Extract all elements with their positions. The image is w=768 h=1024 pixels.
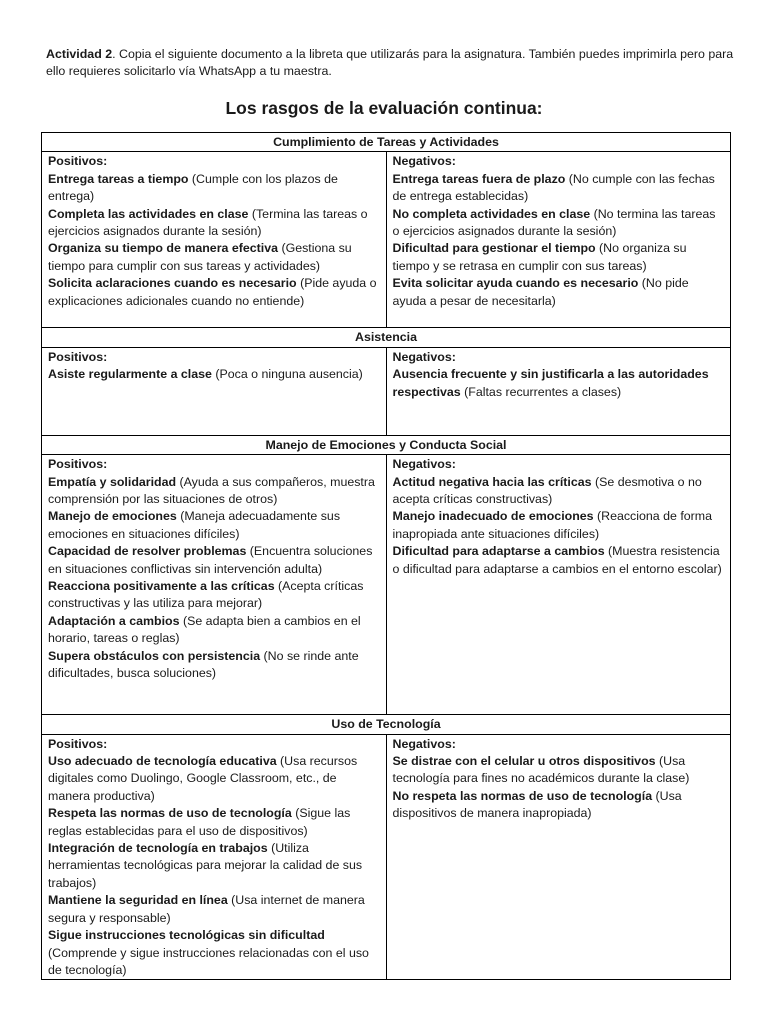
trait-name: Sigue instrucciones tecnológicas sin dificultad bbox=[48, 928, 325, 943]
trait-name: Dificultad para adaptarse a cambios bbox=[392, 544, 605, 559]
positives-label: Positivos: bbox=[48, 457, 108, 472]
trait-name: Manejo de emociones bbox=[48, 509, 177, 524]
trait-description: (Utiliza herramientas tecnológicas para mejorar la calidad de sus trabajos) bbox=[48, 841, 363, 890]
trait-description: (Se adapta bien a cambios en el horario, tareas o reglas) bbox=[48, 613, 361, 646]
positives-label: Positivos: bbox=[48, 154, 108, 169]
trait-name: Ausencia frecuente y sin justificarla a las autoridades respectivas bbox=[392, 367, 709, 399]
positive-trait-item bbox=[48, 171, 380, 206]
trait-name: Entrega tareas fuera de plazo bbox=[392, 171, 566, 186]
section-header-row bbox=[42, 435, 731, 454]
trait-description: (Se desmotiva o no acepta críticas constructivas) bbox=[392, 474, 702, 507]
trait-name: Mantiene la seguridad en línea bbox=[48, 893, 228, 908]
negative-trait-item bbox=[393, 275, 725, 310]
trait-description: (No organiza su tiempo y se retrasa en cumplir con sus tareas) bbox=[392, 241, 687, 273]
trait-name: Organiza su tiempo de manera efectiva bbox=[48, 241, 278, 256]
activity-instructions bbox=[46, 46, 736, 80]
section-header: Cumplimiento de Tareas y Actividades bbox=[42, 133, 731, 152]
traits-table bbox=[41, 132, 731, 980]
trait-name: Dificultad para gestionar el tiempo bbox=[392, 241, 596, 256]
positive-trait-item bbox=[48, 206, 380, 241]
trait-name: Evita solicitar ayuda cuando es necesario bbox=[392, 276, 639, 291]
trait-name: Asiste regularmente a clase bbox=[48, 367, 212, 382]
section-header-row bbox=[42, 328, 731, 347]
positive-trait-item bbox=[48, 805, 380, 840]
traits-table-body bbox=[42, 133, 731, 980]
document-title: Los rasgos de la evaluación continua: bbox=[225, 98, 543, 118]
positive-trait-item bbox=[48, 753, 380, 805]
trait-description: (Gestiona su tiempo para cumplir con sus tareas y actividades) bbox=[48, 241, 352, 273]
trait-description: (Maneja adecuadamente sus emociones en situaciones difíciles) bbox=[48, 509, 341, 541]
trait-description: (Usa recursos digitales como Duolingo, Google Classroom, etc., de manera productiva) bbox=[48, 754, 358, 803]
negative-trait-item bbox=[393, 474, 725, 509]
trait-name: Manejo inadecuado de emociones bbox=[392, 509, 594, 524]
trait-name: Supera obstáculos con persistencia bbox=[48, 648, 261, 663]
section-header: Asistencia bbox=[42, 328, 731, 347]
trait-description: (Encuentra soluciones en situaciones conflictivas sin intervención adulta) bbox=[48, 544, 373, 576]
section-header-row bbox=[42, 715, 731, 734]
negative-trait-item bbox=[393, 543, 725, 578]
negatives-label: Negativos: bbox=[392, 457, 456, 472]
activity-label: Actividad 2 bbox=[46, 47, 113, 61]
negatives-column bbox=[386, 455, 731, 715]
trait-description: (Faltas recurrentes a clases) bbox=[460, 384, 622, 399]
negative-trait-item bbox=[393, 788, 725, 823]
trait-name: Respeta las normas de uso de tecnología bbox=[48, 806, 292, 821]
positive-trait-item bbox=[48, 366, 380, 383]
section-body-row bbox=[42, 347, 731, 435]
trait-name: Solicita aclaraciones cuando es necesario bbox=[48, 276, 297, 291]
trait-description: (Muestra resistencia o dificultad para adaptarse a cambios en el entorno escolar) bbox=[392, 544, 722, 576]
trait-description: (Pide ayuda o explicaciones adicionales cuando no entiende) bbox=[48, 276, 377, 308]
positive-trait-item bbox=[48, 474, 380, 509]
trait-description: (Sigue las reglas establecidas para el uso de dispositivos) bbox=[48, 806, 351, 838]
activity-text: . Copia el siguiente documento a la libreta que utilizarás para la asignatura. También puedes imprimirla pero para ello requieres solicitarlo vía WhatsApp a tu maestra. bbox=[46, 47, 734, 78]
positive-trait-item bbox=[48, 578, 380, 613]
positive-trait-item bbox=[48, 927, 380, 979]
negative-trait-item bbox=[393, 240, 725, 275]
positives-label: Positivos: bbox=[48, 736, 108, 751]
positive-trait-item bbox=[48, 543, 380, 578]
negative-trait-item bbox=[393, 508, 725, 543]
positive-trait-item bbox=[48, 613, 380, 648]
trait-name: Completa las actividades en clase bbox=[48, 206, 249, 221]
trait-name: Se distrae con el celular u otros dispositivos bbox=[392, 754, 656, 769]
trait-description: (Comprende y sigue instrucciones relacionadas con el uso de tecnología) bbox=[48, 945, 369, 977]
positives-label: Positivos: bbox=[48, 349, 108, 364]
positive-trait-item bbox=[48, 275, 380, 310]
positives-column bbox=[42, 455, 387, 715]
negative-trait-item bbox=[393, 753, 725, 788]
section-header-row bbox=[42, 133, 731, 152]
trait-name: No respeta las normas de uso de tecnología bbox=[392, 788, 653, 803]
positive-trait-item bbox=[48, 240, 380, 275]
negatives-label: Negativos: bbox=[392, 349, 456, 364]
positive-trait-item bbox=[48, 648, 380, 683]
trait-name: Entrega tareas a tiempo bbox=[48, 171, 189, 186]
negative-trait-item bbox=[393, 171, 725, 206]
section-body-row bbox=[42, 455, 731, 715]
trait-name: Actitud negativa hacia las críticas bbox=[392, 474, 592, 489]
trait-description: (Ayuda a sus compañeros, muestra comprensión por las situaciones de otros) bbox=[48, 474, 375, 507]
trait-description: (No termina las tareas o ejercicios asignados durante la sesión) bbox=[392, 206, 716, 239]
positives-column bbox=[42, 734, 387, 980]
negatives-label: Negativos: bbox=[392, 154, 456, 169]
section-header: Uso de Tecnología bbox=[42, 715, 731, 734]
trait-name: Capacidad de resolver problemas bbox=[48, 544, 247, 559]
trait-description: (Reacciona de forma inapropiada ante situaciones difíciles) bbox=[392, 509, 713, 541]
trait-description: (Usa tecnología para fines no académicos durante la clase) bbox=[392, 754, 690, 786]
section-header: Manejo de Emociones y Conducta Social bbox=[42, 435, 731, 454]
trait-name: Reacciona positivamente a las críticas bbox=[48, 579, 275, 594]
negatives-column bbox=[386, 734, 731, 980]
trait-name: Empatía y solidaridad bbox=[48, 474, 177, 489]
section-body-row bbox=[42, 152, 731, 328]
positives-column bbox=[42, 347, 387, 435]
positive-trait-item bbox=[48, 508, 380, 543]
positive-trait-item bbox=[48, 840, 380, 892]
negatives-column bbox=[386, 152, 731, 328]
trait-name: No completa actividades en clase bbox=[392, 206, 591, 221]
negatives-label: Negativos: bbox=[392, 736, 456, 751]
section-body-row bbox=[42, 734, 731, 980]
trait-description: (Poca o ninguna ausencia) bbox=[211, 367, 363, 382]
trait-description: (Usa internet de manera segura y responsable) bbox=[48, 893, 365, 925]
trait-description: (Cumple con los plazos de entrega) bbox=[48, 171, 338, 204]
trait-description: (Acepta críticas constructivas y las utiliza para mejorar) bbox=[48, 579, 364, 611]
positives-column bbox=[42, 152, 387, 328]
trait-name: Uso adecuado de tecnología educativa bbox=[48, 754, 277, 769]
negatives-column bbox=[386, 347, 731, 435]
trait-description: (No se rinde ante dificultades, busca soluciones) bbox=[48, 648, 359, 681]
trait-description: (No cumple con las fechas de entrega establecidas) bbox=[392, 171, 715, 204]
trait-description: (Usa dispositivos de manera inapropiada) bbox=[392, 788, 682, 821]
trait-description: (Termina las tareas o ejercicios asignados durante la sesión) bbox=[48, 206, 368, 239]
trait-name: Integración de tecnología en trabajos bbox=[48, 841, 268, 856]
trait-name: Adaptación a cambios bbox=[48, 613, 180, 628]
negative-trait-item bbox=[393, 206, 725, 241]
trait-description: (No pide ayuda a pesar de necesitarla) bbox=[392, 276, 689, 308]
positive-trait-item bbox=[48, 892, 380, 927]
negative-trait-item bbox=[393, 366, 725, 401]
